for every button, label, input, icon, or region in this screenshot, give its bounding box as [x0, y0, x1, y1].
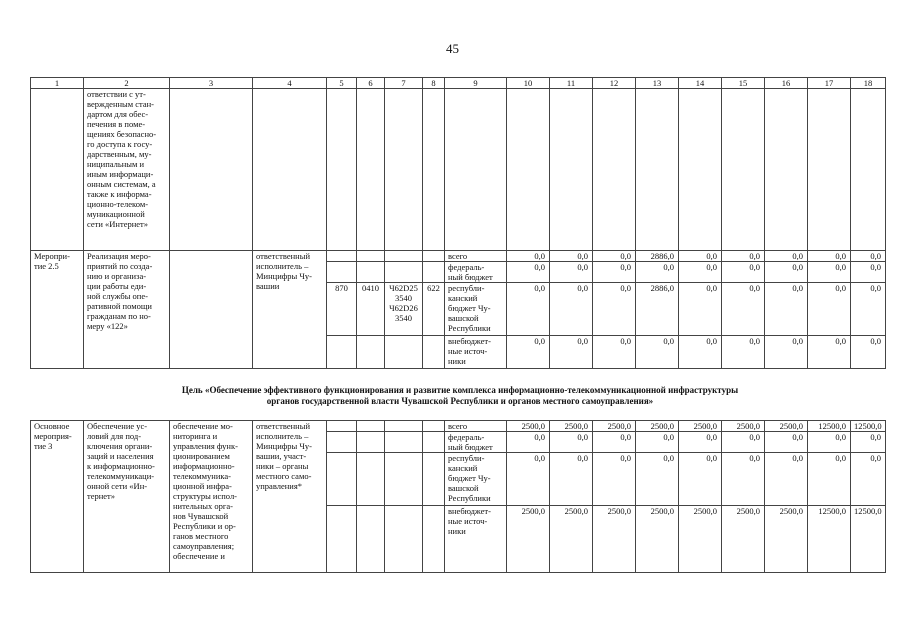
value-cell: 0,0 [808, 262, 851, 283]
value-cell: 2500,0 [679, 506, 722, 573]
goal-line-2: органов государственной власти Чувашской Республики и органов местного самоуправления» [266, 396, 654, 406]
cont-cell-15 [722, 89, 765, 251]
cont-cell-6 [357, 89, 385, 251]
value-cell: 0,0 [679, 251, 722, 262]
text-line: всего [448, 251, 468, 261]
program-table-bottom [30, 420, 886, 573]
text-line: республи- [448, 283, 485, 293]
value-cell: 0,0 [679, 283, 722, 336]
text-line: ключения органи- [87, 441, 153, 451]
text-line: структуры испол- [173, 491, 238, 501]
text-line: Республики [448, 493, 491, 503]
text-line: заций и населения [87, 451, 154, 461]
code-empty [357, 506, 385, 573]
value-cell: 12500,0 [808, 506, 851, 573]
text-line: исполнитель – [256, 431, 309, 441]
text-line: вержденным стан- [87, 99, 155, 109]
value-cell: 2500,0 [550, 506, 593, 573]
code-empty [327, 453, 357, 506]
cont-cell-1 [31, 89, 84, 251]
measure-2-5 [31, 251, 886, 369]
funding-source [445, 251, 507, 262]
funding-source [445, 336, 507, 369]
text-line: ники [448, 356, 466, 366]
text-line: нов Чувашской [173, 511, 229, 521]
cont-cell-3 [170, 89, 253, 251]
value-cell: 0,0 [636, 262, 679, 283]
text-line: Минцифры Чу- [256, 441, 312, 451]
text-line: ответственный [256, 421, 310, 431]
cont-cell-16 [765, 89, 808, 251]
header-col-4: 4 [253, 78, 327, 89]
text-line: мероприя- [34, 431, 72, 441]
value-cell: 0,0 [507, 283, 550, 336]
text-line: приятий по созда- [87, 261, 153, 271]
value-cell: 0,0 [679, 262, 722, 283]
text-line: исполнитель – [256, 261, 309, 271]
value-cell: 0,0 [722, 453, 765, 506]
header-col-17: 17 [808, 78, 851, 89]
code-empty [327, 506, 357, 573]
text-line: ответственный [256, 251, 310, 261]
text-line: ный бюджет [448, 442, 493, 452]
code-empty [423, 453, 445, 506]
value-cell: 0,0 [636, 336, 679, 369]
responsible-executor [253, 421, 327, 573]
cont-cell-13 [636, 89, 679, 251]
value-cell: 0,0 [636, 453, 679, 506]
text-line: ные источ- [448, 516, 488, 526]
text-line: ные источ- [448, 346, 488, 356]
value-cell: 0,0 [765, 262, 808, 283]
value-cell: 2500,0 [550, 421, 593, 432]
measure-link [170, 421, 253, 573]
text-line: 3540 [395, 293, 412, 303]
header-col-10: 10 [507, 78, 550, 89]
code-empty [357, 251, 385, 262]
value-cell: 0,0 [851, 262, 886, 283]
text-line: Ч62D26 [389, 303, 418, 313]
value-cell: 0,0 [851, 251, 886, 262]
value-cell: 2500,0 [593, 506, 636, 573]
value-cell: 2500,0 [722, 421, 765, 432]
cont-cell-18 [851, 89, 886, 251]
measure-link [170, 251, 253, 369]
text-line: сети «Интернет» [87, 219, 148, 229]
value-cell: 0,0 [808, 336, 851, 369]
text-line: дарственным, му- [87, 149, 152, 159]
program-table-top [30, 77, 886, 369]
measure-name [84, 251, 170, 369]
text-line: муникационной [87, 209, 145, 219]
funding-source [445, 432, 507, 453]
text-line: Основное [34, 421, 70, 431]
value-cell: 12500,0 [808, 421, 851, 432]
text-line: ловий для под- [87, 431, 142, 441]
funding-source [445, 421, 507, 432]
text-line: вашии [256, 281, 280, 291]
text-line: самоуправления; [173, 541, 235, 551]
text-line: ниторинга и [173, 431, 218, 441]
value-cell: 2500,0 [765, 421, 808, 432]
text-line: федераль- [448, 262, 485, 272]
value-cell: 0,0 [851, 336, 886, 369]
text-line: онной сети «Ин- [87, 481, 148, 491]
value-cell: 0,0 [550, 336, 593, 369]
value-cell: 0,0 [765, 432, 808, 453]
value-cell: 12500,0 [851, 421, 886, 432]
text-line: го доступа к госу- [87, 139, 153, 149]
value-cell: 0,0 [636, 432, 679, 453]
value-cell: 12500,0 [851, 506, 886, 573]
value-cell: 2500,0 [636, 506, 679, 573]
text-line: ганов местного [173, 531, 229, 541]
code-empty [385, 506, 423, 573]
header-col-1: 1 [31, 78, 84, 89]
code-empty [385, 453, 423, 506]
value-cell: 0,0 [808, 251, 851, 262]
text-line: всего [448, 421, 468, 431]
code-empty [423, 262, 445, 283]
text-line: ции работы еди- [87, 281, 147, 291]
funding-row [31, 421, 886, 432]
code-empty [327, 432, 357, 453]
header-col-13: 13 [636, 78, 679, 89]
text-line: Реализация меро- [87, 251, 151, 261]
text-line: управления* [256, 481, 302, 491]
header-col-6: 6 [357, 78, 385, 89]
code-empty [357, 453, 385, 506]
main-measure-3 [31, 421, 886, 573]
text-line: Меропри- [34, 251, 70, 261]
text-line: канский [448, 463, 478, 473]
code-empty [385, 336, 423, 369]
text-line: также к информа- [87, 189, 152, 199]
value-cell: 0,0 [550, 453, 593, 506]
header-row [31, 78, 886, 89]
value-cell: 0,0 [722, 336, 765, 369]
cont-cell-4 [253, 89, 327, 251]
value-cell: 2500,0 [722, 506, 765, 573]
funding-row [31, 251, 886, 262]
goal-line-1: Цель «Обеспечение эффективного функционирования и развитие комплекса информационно-телекоммуникационной инфраструктуры [181, 385, 739, 395]
text-line: нительных орга- [173, 501, 233, 511]
text-line: федераль- [448, 432, 485, 442]
page-number: 45 [446, 41, 459, 56]
value-cell: 2500,0 [765, 506, 808, 573]
value-cell: 0,0 [851, 432, 886, 453]
code-section: 0410 [357, 283, 385, 336]
text-line: тие 3 [34, 441, 53, 451]
header-col-16: 16 [765, 78, 808, 89]
text-line: меру «122» [87, 321, 128, 331]
code-empty [423, 336, 445, 369]
header-col-11: 11 [550, 78, 593, 89]
value-cell: 0,0 [550, 262, 593, 283]
value-cell: 0,0 [593, 251, 636, 262]
value-cell: 0,0 [765, 453, 808, 506]
text-line: вашии, участ- [256, 451, 307, 461]
text-line: нию и организа- [87, 271, 147, 281]
code-empty [327, 421, 357, 432]
code-empty [327, 336, 357, 369]
value-cell: 0,0 [851, 453, 886, 506]
text-line: тие 2.5 [34, 261, 59, 271]
responsible-executor [253, 251, 327, 369]
cont-cell-12 [593, 89, 636, 251]
value-cell: 0,0 [765, 336, 808, 369]
header-col-15: 15 [722, 78, 765, 89]
value-cell: 0,0 [550, 283, 593, 336]
code-empty [385, 421, 423, 432]
code-empty [357, 262, 385, 283]
text-line: ной службы опе- [87, 291, 148, 301]
text-line: дартом для обес- [87, 109, 149, 119]
value-cell: 0,0 [550, 432, 593, 453]
text-line: ниципальным и [87, 159, 145, 169]
header-col-18: 18 [851, 78, 886, 89]
text-line: внебюджет- [448, 506, 491, 516]
code-empty [423, 421, 445, 432]
header-col-14: 14 [679, 78, 722, 89]
text-line: канский [448, 293, 478, 303]
text-line: управления функ- [173, 441, 238, 451]
value-cell: 0,0 [550, 251, 593, 262]
value-cell: 0,0 [593, 453, 636, 506]
cont-cell-17 [808, 89, 851, 251]
header-col-12: 12 [593, 78, 636, 89]
cont-cell-10 [507, 89, 550, 251]
value-cell: 2886,0 [636, 251, 679, 262]
measure-code [31, 421, 84, 573]
code-expense: 622 [423, 283, 445, 336]
code-empty [423, 432, 445, 453]
value-cell: 0,0 [593, 283, 636, 336]
code-grbs: 870 [327, 283, 357, 336]
text-line: Обеспечение ус- [87, 421, 148, 431]
funding-source [445, 262, 507, 283]
text-line: телекоммуника- [173, 471, 231, 481]
text-line: онным системам, а [87, 179, 156, 189]
value-cell: 0,0 [722, 251, 765, 262]
value-cell: 0,0 [722, 262, 765, 283]
value-cell: 2886,0 [636, 283, 679, 336]
code-empty [357, 421, 385, 432]
measure-code [31, 251, 84, 369]
text-line: к информационно- [87, 461, 155, 471]
value-cell: 0,0 [808, 283, 851, 336]
text-line: телекоммуникаци- [87, 471, 155, 481]
text-line: ционно-телеком- [87, 199, 149, 209]
text-line: ный бюджет [448, 272, 493, 282]
code-empty [385, 432, 423, 453]
funding-source [445, 453, 507, 506]
value-cell: 0,0 [808, 453, 851, 506]
text-line: вашской [448, 313, 479, 323]
text-line: иным информаци- [87, 169, 154, 179]
value-cell: 0,0 [765, 283, 808, 336]
text-line: внебюджет- [448, 336, 491, 346]
text-line: обеспечение и [173, 551, 225, 561]
code-empty [385, 251, 423, 262]
cont-cell-7 [385, 89, 423, 251]
funding-source [445, 506, 507, 573]
value-cell: 0,0 [851, 283, 886, 336]
code-empty [423, 506, 445, 573]
code-empty [327, 262, 357, 283]
value-cell: 0,0 [679, 336, 722, 369]
value-cell: 0,0 [679, 432, 722, 453]
value-cell: 2500,0 [507, 421, 550, 432]
code-empty [357, 432, 385, 453]
header-col-3: 3 [170, 78, 253, 89]
cont-description [84, 89, 170, 251]
value-cell: 0,0 [507, 432, 550, 453]
text-line: ответствии с ут- [87, 89, 146, 99]
code-empty [327, 251, 357, 262]
text-line: ционной инфра- [173, 481, 232, 491]
value-cell: 2500,0 [507, 506, 550, 573]
value-cell: 0,0 [507, 262, 550, 283]
text-line: Республики [448, 323, 491, 333]
code-empty [357, 336, 385, 369]
value-cell: 0,0 [593, 432, 636, 453]
text-line: печения в поме- [87, 119, 146, 129]
cont-cell-9 [445, 89, 507, 251]
text-line: информационно- [173, 461, 235, 471]
goal-heading [60, 385, 860, 407]
text-line: тернет» [87, 491, 116, 501]
value-cell: 2500,0 [636, 421, 679, 432]
value-cell: 0,0 [593, 336, 636, 369]
value-cell: 0,0 [679, 453, 722, 506]
text-line: ционированием [173, 451, 230, 461]
continuation-row [31, 89, 886, 251]
text-line: Минцифры Чу- [256, 271, 312, 281]
header-col-8: 8 [423, 78, 445, 89]
cont-cell-14 [679, 89, 722, 251]
header-col-9: 9 [445, 78, 507, 89]
code-empty [385, 262, 423, 283]
header-col-5: 5 [327, 78, 357, 89]
text-line: ники [448, 526, 466, 536]
text-line: обеспечение мо- [173, 421, 233, 431]
value-cell: 0,0 [765, 251, 808, 262]
text-line: местного само- [256, 471, 312, 481]
header-col-7: 7 [385, 78, 423, 89]
value-cell: 0,0 [507, 336, 550, 369]
value-cell: 2500,0 [679, 421, 722, 432]
text-line: ники – органы [256, 461, 309, 471]
value-cell: 2500,0 [593, 421, 636, 432]
text-line: Ч62D25 [389, 283, 418, 293]
text-line: Республики и ор- [173, 521, 236, 531]
code-empty [423, 251, 445, 262]
text-line: ративной помощи [87, 301, 152, 311]
text-line: 3540 [395, 313, 412, 323]
text-line: бюджет Чу- [448, 473, 491, 483]
value-cell: 0,0 [593, 262, 636, 283]
cont-cell-11 [550, 89, 593, 251]
code-target [385, 283, 423, 336]
text-line: вашской [448, 483, 479, 493]
value-cell: 0,0 [507, 251, 550, 262]
text-line: гражданам по но- [87, 311, 151, 321]
cont-cell-5 [327, 89, 357, 251]
text-line: республи- [448, 453, 485, 463]
text-line: бюджет Чу- [448, 303, 491, 313]
measure-name [84, 421, 170, 573]
value-cell: 0,0 [722, 283, 765, 336]
funding-source [445, 283, 507, 336]
value-cell: 0,0 [507, 453, 550, 506]
value-cell: 0,0 [808, 432, 851, 453]
value-cell: 0,0 [722, 432, 765, 453]
cont-cell-8 [423, 89, 445, 251]
header-col-2: 2 [84, 78, 170, 89]
text-line: щениях безопасно- [87, 129, 157, 139]
